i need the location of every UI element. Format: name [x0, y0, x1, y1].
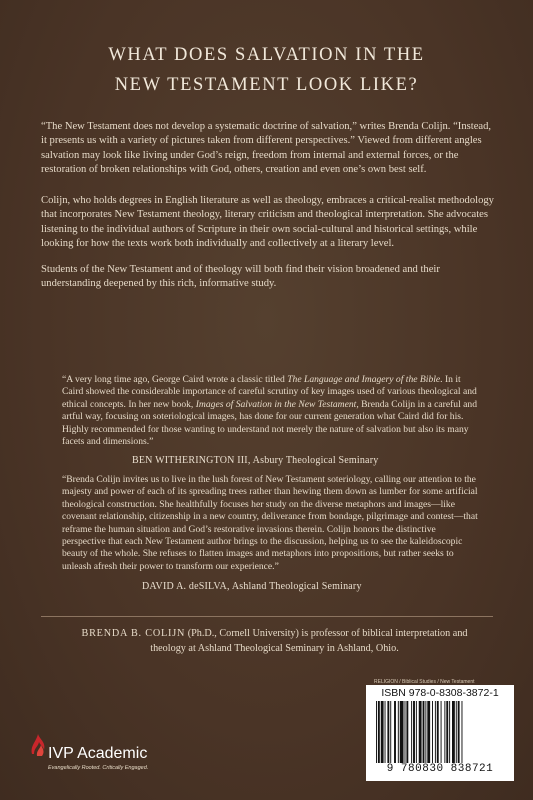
barcode-bar [435, 701, 436, 763]
barcode-bar [456, 701, 457, 763]
endorsement-quote-2: “Brenda Colijn invites us to live in the lush forest of New Testament soteriology, calling our attention to the majesty and power of each of its spreading trees rather than hewing them down as lumber for some artificial theological construction. She healthfully focuses her study on the diverse metaphors and images—like covenant relationship, citizenship in a new country, deliverance from bondage, pilgrimage and contest—that reframe the human situation and God’s restorative invasions therein. Colijn honors the distinctive perspective that each New Testament author brings to the discussion, helping us to see the kaleidoscopic beauty of the whole. She refuses to flatten images and metaphors into propositions, but rather seeks to unleash afresh their power to transform our experience.” [62, 474, 478, 572]
endorsement-quote-1 [62, 374, 480, 448]
description-paragraph-1: “The New Testament does not develop a systematic doctrine of salvation,” writes Brenda Colijn. “Instead, it presents us with a variety of pictures taken from different perspectives.” Viewed from different angles salvation may look like living under God’s reign, freedom from internal and external forces, or the restoration of broken relationships with God, others, creation and even one’s own best self. [41, 121, 492, 176]
barcode-bar [425, 701, 426, 763]
quote-1-text-b: . In it Caird showed the considerable importance of careful scrutiny of key images used of various theological and ethical concepts. In her new book, [62, 374, 477, 410]
isbn-label: ISBN 978-0-8308-3872-1 [381, 687, 499, 699]
barcode-bar [398, 701, 399, 763]
barcode-bar [444, 701, 445, 763]
barcode-bar [385, 701, 386, 763]
headline [40, 40, 493, 100]
barcode-bar [452, 701, 455, 763]
barcode-bar [413, 701, 415, 763]
description-paragraph-3: Students of the New Testament and of theology will both find their vision broadened and their understanding deepened by this rich, informative study. [41, 264, 440, 290]
author-bio-text: (Ph.D., Cornell University) is professor of biblical interpretation and theology at Ashland Theological Seminary in Ashland, Ohio. [150, 628, 468, 654]
quote-1-text-c: , Brenda Colijn in a careful and artful way, focusing on soteriological images, has done for our current generation what Caird did for his. Highly recommended for those wanting to understand not merely the nature of salvation but also its many facets and dimensions.” [62, 398, 478, 448]
divider-rule [41, 616, 493, 617]
quote-1-book-title-1: The Language and Imagery of the Bible [287, 374, 441, 385]
barcode-bar [405, 701, 406, 763]
barcode-bar [406, 701, 408, 763]
endorsement-attribution-2: DAVID A. deSILVA, Ashland Theological Seminary [142, 581, 362, 592]
barcode-bar [381, 701, 384, 763]
barcode-graphic [374, 701, 506, 763]
barcode-bar [411, 701, 412, 763]
barcode-bar [423, 701, 425, 763]
barcode-panel [366, 685, 514, 781]
headline-line-2: NEW TESTAMENT LOOK LIKE? [114, 75, 419, 95]
barcode-bar [446, 701, 448, 763]
category-label: RELIGION / Biblical Studies / New Testament [374, 679, 475, 685]
barcode-bar [441, 701, 442, 763]
barcode-bar [419, 701, 422, 763]
barcode-bar [390, 701, 391, 763]
barcode-bar [387, 701, 389, 763]
description-paragraph-2: Colijn, who holds degrees in English literature as well as theology, embraces a critical-realist methodology that incorporates New Testament theology, literary criticism and theological interpretation. She advocates listening to the individual authors of Scripture in their own social-cultural and historical settings, while looking for how the texts work both individually and collectively at a literary level. [41, 195, 494, 250]
barcode-bar [432, 701, 433, 763]
publisher-tagline: Evangelically Rooted. Critically Engaged. [48, 765, 149, 771]
quote-1-text-a: “A very long time ago, George Caird wrote a classic titled [62, 374, 288, 385]
endorsement-attribution-1: BEN WITHERINGTON III, Asbury Theological Seminary [132, 455, 379, 466]
author-name: BRENDA B. COLIJN [81, 628, 186, 639]
barcode-bar [378, 701, 380, 763]
headline-line-1: WHAT DOES SALVATION IN THE [108, 45, 425, 65]
barcode-bar [416, 701, 417, 763]
barcode-bar [376, 701, 377, 763]
barcode-bar [427, 701, 430, 763]
barcode-bar [394, 701, 396, 763]
barcode-bar [449, 701, 450, 763]
author-bio [72, 626, 477, 656]
publisher-logo [28, 732, 228, 782]
quote-1-book-title-2: Images of Salvation in the New Testament [195, 398, 357, 410]
barcode-bar [437, 701, 439, 763]
barcode-number: 9 780830 838721 [386, 763, 494, 775]
barcode-bar [400, 701, 404, 763]
barcode-bar [458, 701, 460, 763]
publisher-name: IVP Academic [48, 745, 148, 762]
barcode-bar [462, 701, 463, 763]
